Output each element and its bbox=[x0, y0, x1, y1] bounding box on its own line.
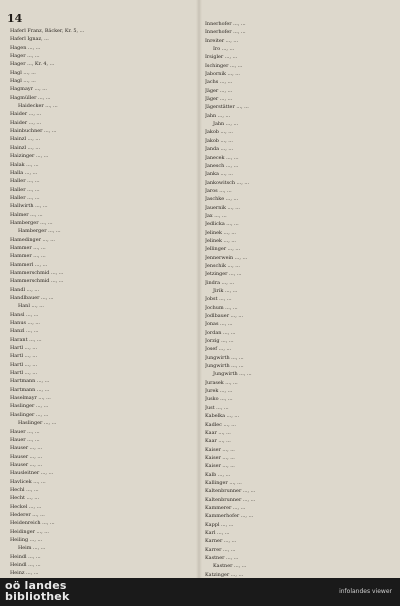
directory-entry: Heindl ..., ... bbox=[10, 553, 41, 560]
directory-entry: Havlicek ..., ... bbox=[10, 478, 46, 485]
directory-entry: Jägerstätter ..., ... bbox=[205, 104, 249, 111]
directory-entry: Hamberger ..., ... bbox=[10, 219, 53, 226]
directory-entry: Jahn ..., ... bbox=[213, 121, 239, 128]
directory-entry: Hartl ..., ... bbox=[10, 370, 38, 377]
directory-entry: Haller ..., ... bbox=[10, 186, 40, 193]
directory-entry: Hainzl ..., ... bbox=[10, 144, 41, 151]
directory-entry: Janesch ..., ... bbox=[205, 162, 239, 169]
directory-entry: Halmer ..., ... bbox=[10, 211, 43, 218]
directory-entry: Jordan ..., ... bbox=[205, 329, 236, 336]
directory-entry: Karner ..., ... bbox=[205, 538, 237, 545]
directory-entry: Handlbauer ..., ... bbox=[10, 295, 54, 301]
directory-entry: Jennerwein ..., ... bbox=[205, 254, 248, 261]
directory-entry: Jungwirth ..., ... bbox=[205, 354, 244, 361]
directory-entry: Hamberger ..., ... bbox=[18, 228, 61, 235]
directory-entry: Kaltenbrunner ..., ... bbox=[205, 496, 256, 503]
directory-entry: Haslinger ..., ... bbox=[10, 403, 49, 410]
directory-entry: Irsigler ..., ... bbox=[205, 54, 238, 61]
directory-entry: Karl ..., ... bbox=[205, 529, 230, 536]
directory-entry: Kammerer ..., ... bbox=[205, 504, 246, 511]
directory-entry: Hainzl ..., ... bbox=[10, 136, 41, 143]
directory-entry: Heinz ..., ... bbox=[10, 570, 39, 577]
directory-entry: Jungwirth ..., ... bbox=[205, 363, 244, 370]
directory-entry: Halak ..., ... bbox=[10, 161, 39, 168]
directory-entry: Hederer ..., ... bbox=[10, 511, 45, 518]
directory-entry: Hartmann ..., ... bbox=[10, 378, 50, 385]
directory-entry: Jetzinger ..., ... bbox=[205, 271, 242, 278]
directory-entry: Haizinger ..., ... bbox=[10, 153, 49, 160]
directory-entry: Hallwirth ..., ... bbox=[10, 203, 48, 210]
directory-entry: Hauser ..., ... bbox=[10, 461, 43, 468]
directory-entry: Jurek ..., ... bbox=[205, 388, 233, 395]
directory-entry: Jonas ..., ... bbox=[205, 321, 233, 328]
directory-entry: Jellinger ..., ... bbox=[205, 246, 241, 253]
directory-entry: Karrer ..., ... bbox=[205, 546, 236, 553]
directory-entry: Haselmayr ..., ... bbox=[10, 395, 51, 402]
directory-entry: Haller ..., ... bbox=[10, 194, 40, 201]
directory-entry: Innerhofer ..., ... bbox=[205, 21, 246, 27]
directory-entry: Hartl ..., ... bbox=[10, 345, 38, 352]
directory-entry: Hanl ..., ... bbox=[18, 303, 44, 310]
directory-entry: Jäger ..., ... bbox=[205, 87, 233, 94]
directory-entry: Hartmann ..., ... bbox=[10, 386, 50, 393]
directory-entry: Jobst ..., ... bbox=[205, 296, 232, 303]
directory-entry: Haslinger ..., ... bbox=[10, 411, 49, 418]
directory-entry: Janka ..., ... bbox=[205, 171, 233, 178]
directory-entry: Kaiser ..., ... bbox=[205, 454, 235, 461]
directory-entry: Hauser ..., ... bbox=[10, 453, 43, 460]
logo-line-2: bibliothek bbox=[5, 590, 70, 603]
directory-entry: Hechl ..., ... bbox=[10, 486, 39, 493]
directory-entry: Hammerschmid ..., ... bbox=[10, 278, 64, 285]
directory-entry: Jabornik ..., ... bbox=[205, 71, 240, 78]
directory-entry: Jaros ..., ... bbox=[205, 187, 232, 194]
directory-entry: Hagl ..., ... bbox=[10, 69, 36, 76]
directory-entry: Hagen ..., ... bbox=[10, 44, 41, 51]
directory-entry: Jodlbauer ..., ... bbox=[205, 313, 244, 320]
directory-entry: Iro ..., ... bbox=[213, 46, 235, 53]
directory-entry: Hagl ..., ... bbox=[10, 78, 36, 85]
directory-entry: Jax ..., ... bbox=[205, 212, 227, 219]
directory-entry: Hausleitner ..., ... bbox=[10, 470, 54, 477]
directory-entry: Kappl ..., ... bbox=[205, 521, 234, 528]
directory-entry: Jenschik ..., ... bbox=[205, 262, 240, 269]
directory-entry: Halla ..., ... bbox=[10, 169, 38, 176]
directory-entry: Hauser ..., ... bbox=[10, 445, 43, 452]
directory-entry: Jedlicka ..., ... bbox=[205, 221, 239, 228]
directory-entry: Heidinger ..., ... bbox=[10, 528, 49, 535]
directory-entry: Josef ..., ... bbox=[205, 346, 232, 353]
directory-entry: Kaiser ..., ... bbox=[205, 446, 235, 453]
directory-entry: Innerhofer ..., ... bbox=[205, 29, 246, 36]
directory-entry: Jachs ..., ... bbox=[205, 79, 233, 86]
directory-entry: Hammer ..., ... bbox=[10, 253, 46, 260]
page-number: 14 bbox=[7, 12, 23, 25]
viewer-label: infolandes viewer bbox=[339, 588, 392, 595]
directory-entry: Kaltenbrunner ..., ... bbox=[205, 488, 256, 495]
directory-entry: Hammerschmid ..., ... bbox=[10, 269, 64, 276]
directory-entry: Jurasek ..., ... bbox=[205, 379, 238, 386]
directory-entry: Hauer ..., ... bbox=[10, 428, 40, 435]
directory-entry: Kabelka ..., ... bbox=[205, 413, 240, 420]
directory-entry: Kaar ..., ... bbox=[205, 438, 231, 445]
directory-entry: Kaiser ..., ... bbox=[205, 463, 235, 470]
directory-entry: Jaschke ..., ... bbox=[205, 196, 239, 203]
library-logo[interactable] bbox=[5, 580, 69, 602]
directory-entry: Handl ..., ... bbox=[10, 286, 40, 293]
directory-entry: Heidenreich ..., ... bbox=[10, 520, 55, 527]
directory-entry: Hansl ..., ... bbox=[10, 311, 39, 318]
directory-entry: Hager ..., Kr. 4, ... bbox=[10, 61, 55, 68]
directory-entry: Kaar ..., ... bbox=[205, 429, 231, 436]
directory-entry: Jauernik ..., ... bbox=[205, 204, 240, 211]
directory-entry: Hammerl ..., ... bbox=[10, 261, 48, 268]
directory-entry: Jäger ..., ... bbox=[205, 96, 233, 103]
page-gutter bbox=[196, 0, 202, 578]
viewer-footer bbox=[0, 578, 400, 606]
directory-entry: Kammerhofer ..., ... bbox=[205, 513, 254, 520]
directory-entry: Hartl ..., ... bbox=[10, 361, 38, 368]
directory-entry: Heim ..., ... bbox=[18, 545, 46, 552]
directory-entry: Janecek ..., ... bbox=[205, 154, 239, 161]
directory-entry: Hainbuchner ..., ... bbox=[10, 128, 57, 135]
directory-entry: Hanzl ..., ... bbox=[10, 328, 39, 335]
directory-entry: Heiling ..., ... bbox=[10, 536, 43, 543]
directory-entry: Kastner ..., ... bbox=[205, 555, 239, 561]
directory-entry: Haidecker ..., ... bbox=[18, 103, 58, 110]
directory-entry: Jakob ..., ... bbox=[205, 129, 233, 136]
directory-entry: Haider ..., ... bbox=[10, 111, 42, 118]
directory-entry: Hamedinger ..., ... bbox=[10, 236, 55, 243]
directory-entry: Jelinek ..., ... bbox=[205, 237, 236, 244]
directory-entry: Inreiter ..., ... bbox=[205, 37, 239, 44]
directory-entry: Jorzig ..., ... bbox=[205, 338, 234, 345]
directory-entry: Hartl ..., ... bbox=[10, 353, 38, 360]
directory-entry: Heindl ..., ... bbox=[10, 562, 41, 568]
directory-entry: Kalb ..., ... bbox=[205, 471, 231, 478]
directory-entry: Ischinger ..., ... bbox=[205, 62, 243, 69]
directory-entry: Katzinger ..., ... bbox=[205, 571, 244, 578]
directory-entry: Jankowitsch ..., ... bbox=[205, 179, 250, 186]
left-column bbox=[10, 27, 194, 578]
directory-entry: Jirik ..., ... bbox=[213, 288, 238, 294]
directory-entry: Kallinger ..., ... bbox=[205, 479, 242, 486]
directory-entry: Haslinger ..., ... bbox=[18, 420, 57, 427]
directory-entry: Harant ..., ... bbox=[10, 336, 42, 343]
directory-entry: Jusko ..., ... bbox=[205, 396, 233, 403]
directory-entry: Hammer ..., ... bbox=[10, 244, 46, 251]
directory-entry: Haferl Ignaz, ... bbox=[10, 36, 49, 43]
directory-entry: Haferl Franz, Bäcker, Kr. 5, ... bbox=[10, 28, 85, 34]
logo-line-1: oö landes bbox=[5, 579, 67, 592]
directory-entry: Heckel ..., ... bbox=[10, 503, 42, 510]
directory-entry: Jindra ..., ... bbox=[205, 279, 235, 286]
directory-entry: Hagmüller ..., ... bbox=[10, 94, 51, 101]
directory-entry: Kadlec ..., ... bbox=[205, 421, 236, 428]
directory-entry: Haider ..., ... bbox=[10, 119, 42, 126]
directory-entry: Jelinek ..., ... bbox=[205, 229, 236, 236]
directory-entry: Just ..., ... bbox=[205, 404, 229, 411]
directory-entry: Jochum ..., ... bbox=[205, 304, 238, 311]
directory-entry: Janda ..., ... bbox=[205, 146, 234, 153]
directory-entry: Haller ..., ... bbox=[10, 178, 40, 185]
directory-entry: Jungwirth ..., ... bbox=[213, 371, 252, 378]
right-column bbox=[205, 20, 389, 578]
directory-entry: Hagmayr ..., ... bbox=[10, 86, 47, 93]
directory-entry: Hager ..., ... bbox=[10, 53, 40, 60]
directory-entry: Jakob ..., ... bbox=[205, 137, 233, 144]
directory-entry: Kastner ..., ... bbox=[213, 563, 247, 570]
directory-entry: Jahn ..., ... bbox=[205, 112, 231, 119]
directory-entry: Hauer ..., ... bbox=[10, 436, 40, 443]
directory-entry: Hecht ..., ... bbox=[10, 495, 40, 502]
directory-entry: Hanus ..., ... bbox=[10, 320, 40, 327]
